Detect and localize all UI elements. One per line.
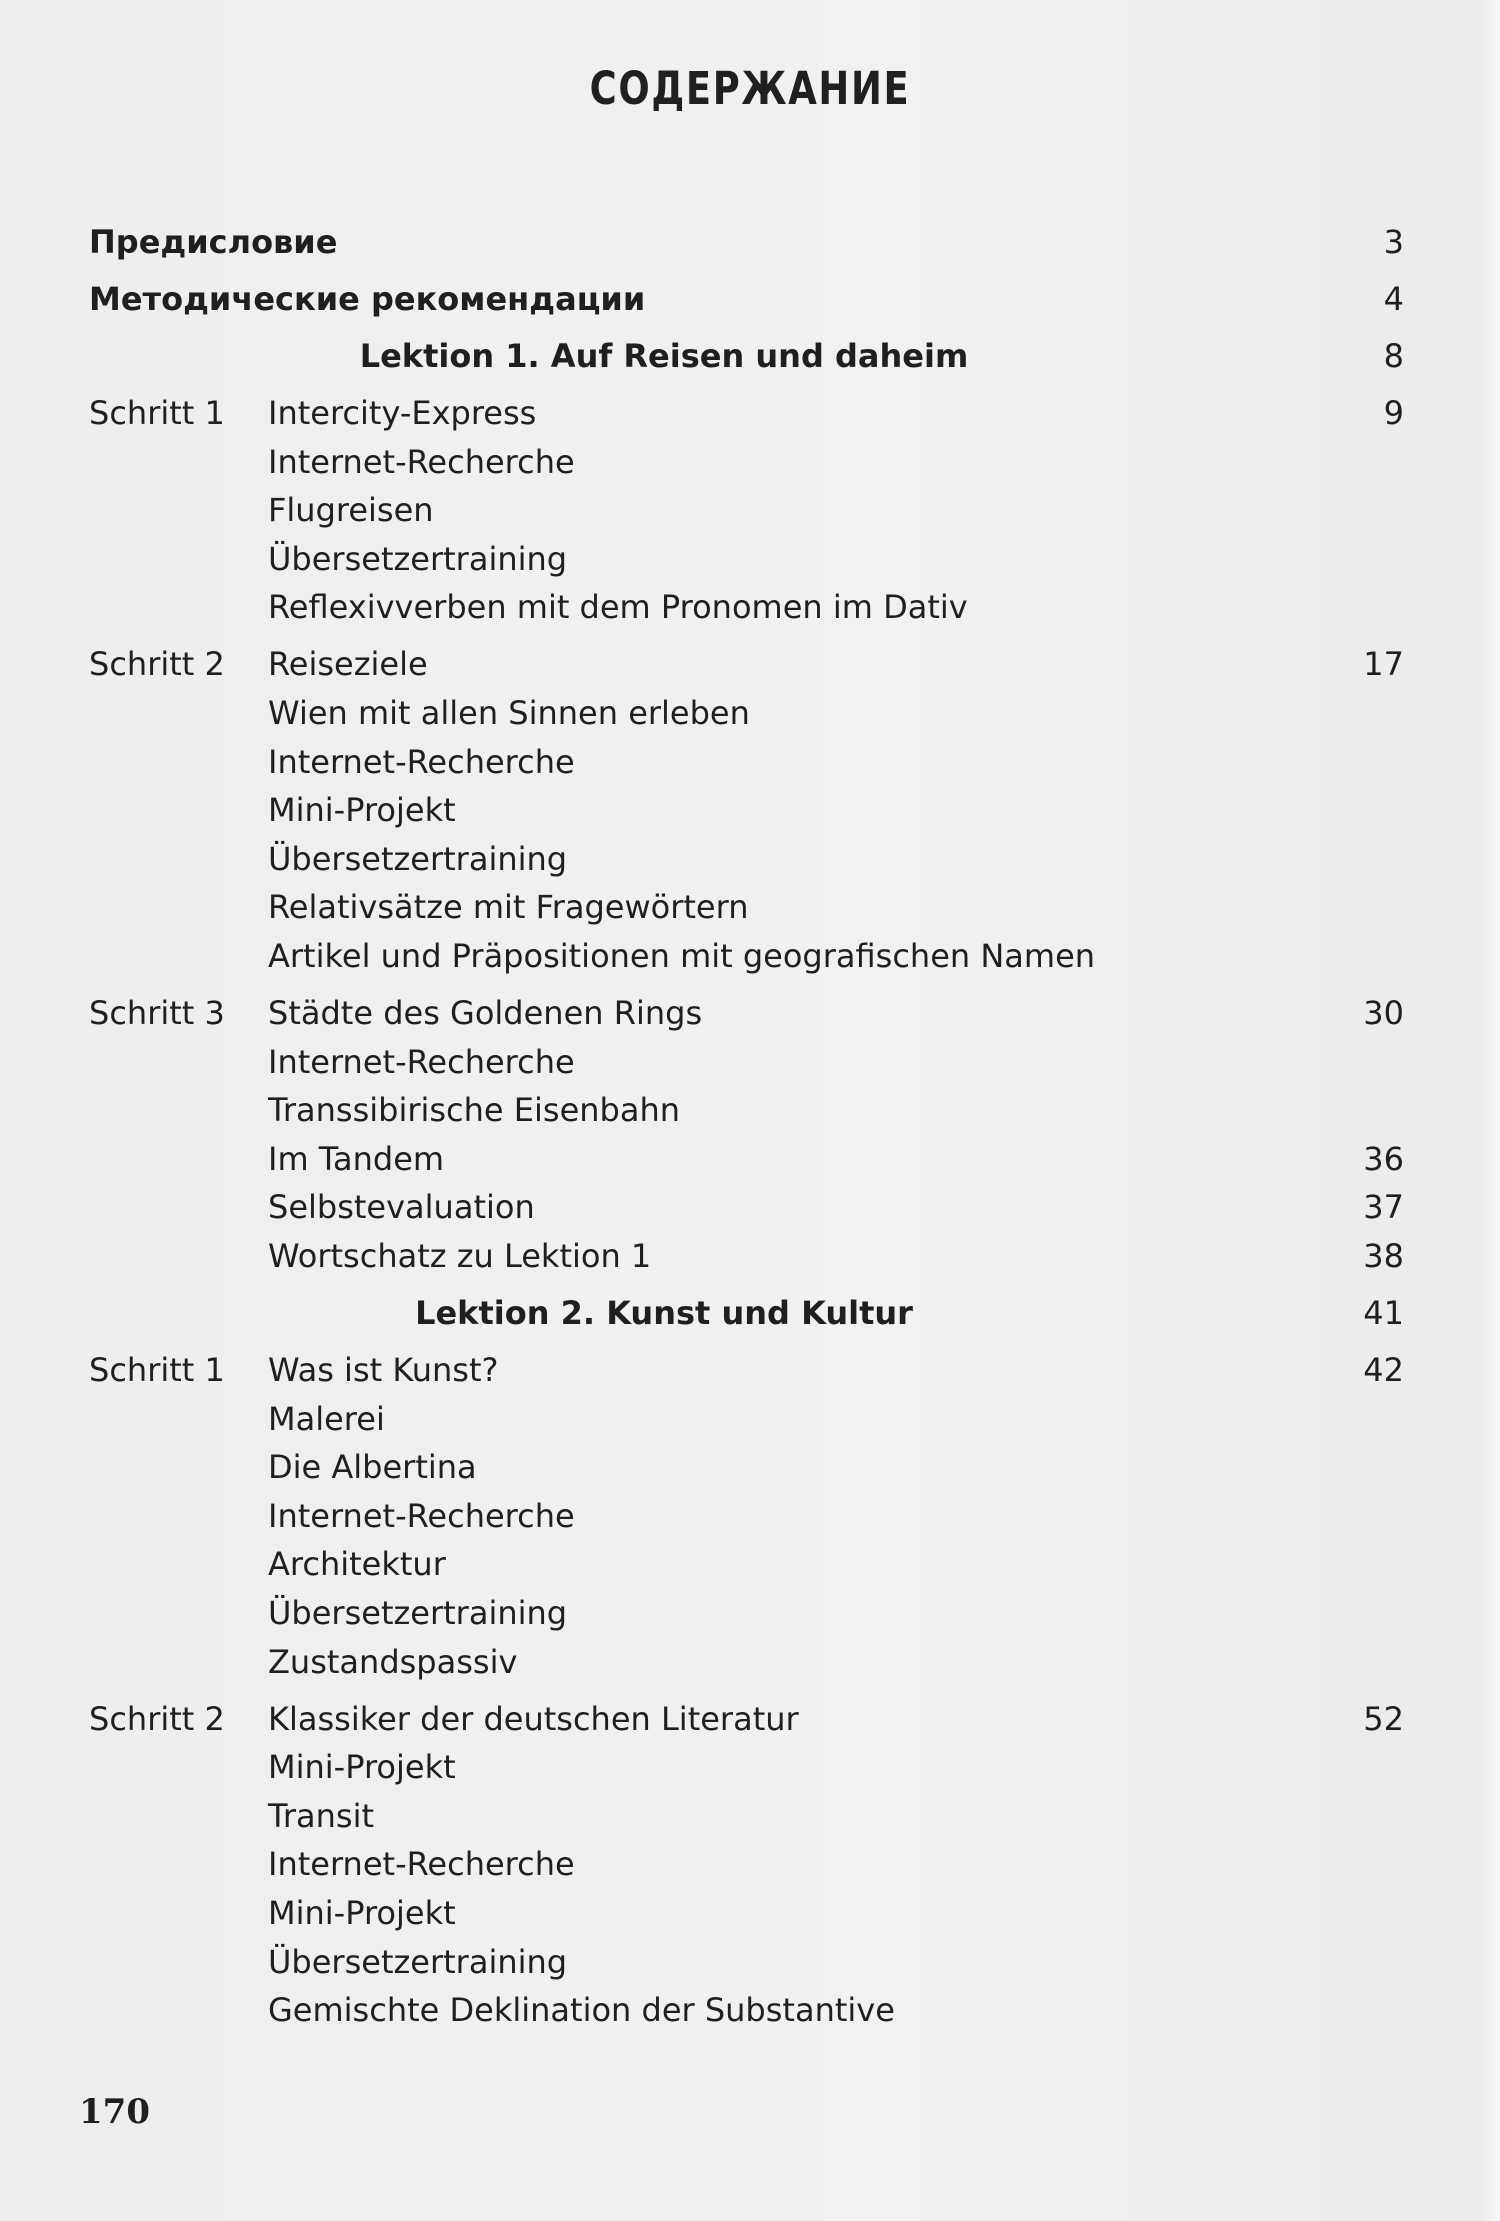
toc-entry: [0, 275, 1500, 323]
toc-page-number: 9: [1383, 394, 1404, 432]
toc-entry-label: Relativsätze mit Fragewörtern: [268, 888, 749, 927]
toc-entry-label: Artikel und Präpositionen mit geografischen Namen: [268, 937, 1096, 975]
toc-entry-label: Mini-Projekt: [268, 1748, 456, 1787]
toc-page-number: 42: [1363, 1351, 1404, 1389]
toc-entry: [0, 438, 1500, 486]
page-title: СОДЕРЖАНИЕ: [589, 62, 911, 115]
toc-entry: [0, 1492, 1500, 1540]
toc-entry-label: Internet-Recherche: [268, 742, 575, 781]
toc-entry: [0, 1232, 1500, 1280]
toc-entry-label: Architektur: [268, 1545, 446, 1584]
toc-entry: [0, 1792, 1500, 1840]
toc-entry-label: Wortschatz zu Lektion 1: [268, 1237, 652, 1275]
toc-entry-label: Übersetzertraining: [268, 1594, 568, 1632]
toc-page-number: 38: [1363, 1237, 1404, 1275]
toc-entry: [0, 1395, 1500, 1443]
toc-entry-label: Transit: [268, 1796, 374, 1835]
toc-entry: [0, 989, 1500, 1037]
toc-entry: [0, 786, 1500, 834]
toc-entry: [0, 1695, 1500, 1743]
toc-entry: [0, 1589, 1500, 1637]
toc-page-number: 3: [1383, 223, 1404, 261]
toc-page-number: 52: [1363, 1699, 1404, 1738]
toc-entry-label: Was ist Kunst?: [268, 1351, 499, 1389]
toc-entry: [0, 535, 1500, 583]
schritt-label: Schritt 2: [89, 1699, 225, 1738]
toc-entry-label: Методические рекомендации: [89, 280, 646, 318]
page-number: 170: [79, 2092, 150, 2132]
toc-entry-label: Selbstevaluation: [268, 1188, 535, 1227]
toc-entry-label: Reflexivverben mit dem Pronomen im Dativ: [268, 588, 968, 627]
toc-entry: [0, 1638, 1500, 1686]
toc-entry-label: Mini-Projekt: [268, 1894, 456, 1932]
toc-entry-label: Übersetzertraining: [268, 539, 568, 578]
toc-entry: [0, 1038, 1500, 1086]
toc-entry-label: Предисловие: [89, 223, 338, 261]
toc-entry-label: Flugreisen: [268, 491, 434, 530]
schritt-label: Schritt 1: [89, 394, 225, 432]
toc-entry-label: Malerei: [268, 1399, 385, 1438]
toc-entry: [0, 1086, 1500, 1134]
toc-entry-label: Zustandspassiv: [268, 1642, 518, 1681]
toc-page-number: 37: [1363, 1188, 1404, 1227]
toc-entry: [0, 1135, 1500, 1183]
toc-entry-label: Internet-Recherche: [268, 442, 575, 481]
lesson-title: Lektion 1. Auf Reisen und daheim: [359, 337, 969, 375]
toc-entry: [0, 1183, 1500, 1231]
toc-entry-label: Transsibirische Eisenbahn: [268, 1091, 681, 1130]
toc-entry: [0, 1540, 1500, 1588]
toc-entry-label: Internet-Recherche: [268, 1042, 575, 1081]
toc-entry-label: Übersetzertraining: [268, 839, 568, 878]
toc-entry-label: Städte des Goldenen Rings: [268, 994, 703, 1032]
toc-entry: [0, 640, 1500, 688]
toc-entry: [0, 932, 1500, 980]
toc-entry-label: Im Tandem: [268, 1139, 445, 1178]
toc-entry: [0, 1443, 1500, 1491]
toc-entry-label: Internet-Recherche: [268, 1845, 575, 1884]
lesson-heading: [0, 1289, 1500, 1337]
toc-entry: [0, 1840, 1500, 1888]
toc-page-number: 41: [1363, 1294, 1404, 1332]
toc-entry: [0, 486, 1500, 534]
lesson-title: Lektion 2. Kunst und Kultur: [415, 1294, 913, 1332]
toc-page-number: 36: [1363, 1139, 1404, 1178]
toc-entry: [0, 883, 1500, 931]
toc-entry-label: Wien mit allen Sinnen erleben: [268, 694, 750, 732]
toc-entry: [0, 1938, 1500, 1986]
toc-page-number: 8: [1383, 337, 1404, 375]
toc-entry: [0, 1986, 1500, 2034]
lesson-heading: [0, 332, 1500, 380]
toc-entry: [0, 583, 1500, 631]
toc-entry: [0, 1346, 1500, 1394]
toc-entry: [0, 738, 1500, 786]
toc-entry: [0, 689, 1500, 737]
toc-entry: [0, 1889, 1500, 1937]
toc-entry-label: Klassiker der deutschen Literatur: [268, 1699, 799, 1738]
toc-entry: [0, 1743, 1500, 1791]
schritt-label: Schritt 3: [89, 994, 225, 1032]
toc-entry-label: Intercity-Express: [268, 394, 537, 432]
toc-entry-label: Internet-Recherche: [268, 1496, 575, 1535]
toc-entry-label: Übersetzertraining: [268, 1942, 568, 1981]
toc-entry: [0, 218, 1500, 266]
schritt-label: Schritt 2: [89, 645, 225, 684]
toc-page-number: 17: [1363, 645, 1404, 684]
toc-entry-label: Reiseziele: [268, 645, 428, 684]
toc-entry: [0, 389, 1500, 437]
toc-page-number: 30: [1363, 994, 1404, 1032]
toc-entry-label: Die Albertina: [268, 1448, 477, 1487]
schritt-label: Schritt 1: [89, 1351, 225, 1389]
toc-entry-label: Gemischte Deklination der Substantive: [268, 1991, 895, 2030]
toc-entry-label: Mini-Projekt: [268, 791, 456, 830]
toc-page-number: 4: [1383, 280, 1404, 318]
toc-entry: [0, 835, 1500, 883]
